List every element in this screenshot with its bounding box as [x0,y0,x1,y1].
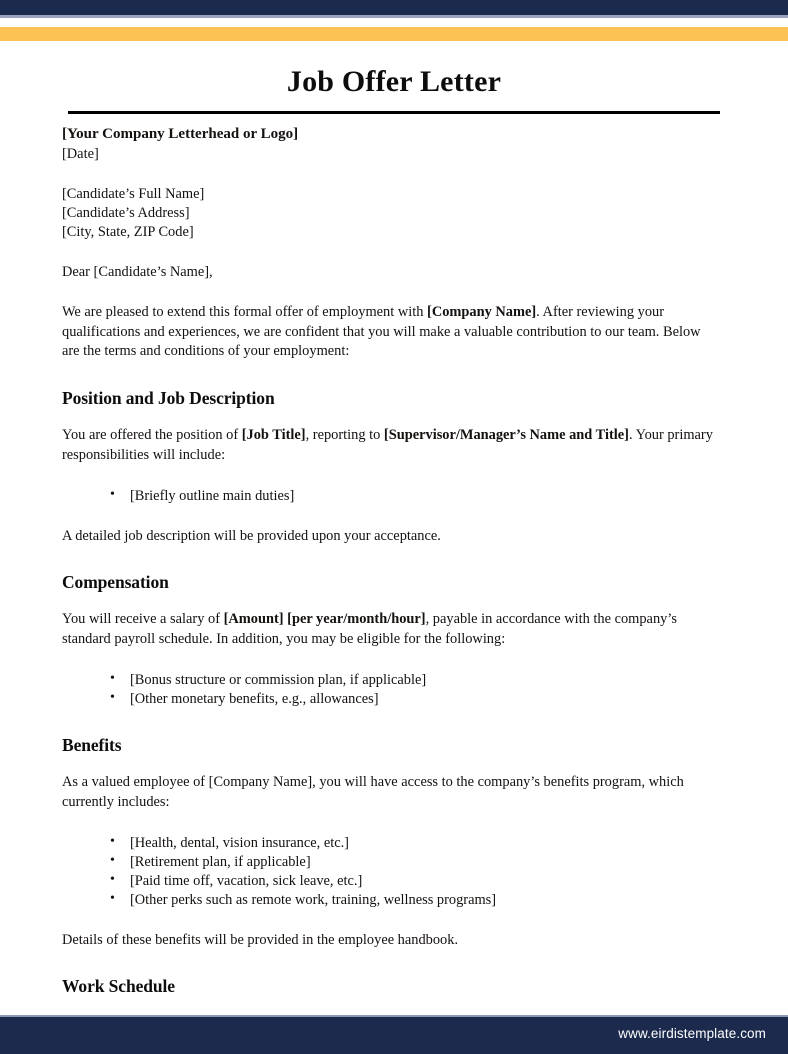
list-item: • [Bonus structure or commission plan, if applicable] [110,671,714,690]
position-text-2: , reporting to [305,427,384,444]
list-item: • [Other perks such as remote work, training, wellness programs] [110,891,714,910]
letterhead-line: [Your Company Letterhead or Logo] [62,126,299,142]
header-hairline [0,15,788,18]
recipient-name: [Candidate’s Full Name] [62,185,205,202]
page-title: Job Offer Letter [286,65,502,98]
section-heading-compensation: Compensation [62,572,169,593]
benefits-closing: Details of these benefits will be provided in the employee handbook. [62,931,459,948]
spacer [62,506,714,527]
compensation-amount: [Amount] [per year/month/hour] [223,611,426,628]
position-closing: A detailed job description will be provided upon your acceptance. [62,527,441,544]
recipient-city-state-zip: [City, State, ZIP Code] [62,223,194,240]
position-supervisor: [Supervisor/Manager’s Name and Title] [383,427,629,444]
intro-text-2: . After reviewing your qualifications and experiences, we are confident that you will make a valuable contribution to our team. Below are the terms and conditions of your employment: [62,303,701,360]
section-heading-position: Position and Job Description [62,388,275,409]
benefits-paragraph: As a valued employee of [Company Name], you will have access to the company’s benefits program, which currently includes: [62,774,684,810]
list-item: • [Retirement plan, if applicable] [110,853,714,872]
list-item: • [Health, dental, vision insurance, etc.] [110,834,714,853]
spacer [62,594,714,610]
spacer [62,709,714,734]
intro-paragraph [62,303,714,362]
list-item: • [Briefly outline main duties] [110,487,714,506]
header-navy-band [0,0,788,15]
document-page [0,41,788,1017]
document-body [0,114,788,1054]
compensation-bullet-list [62,671,714,709]
position-text-1: You are offered the position of [62,427,242,444]
recipient-block [62,185,714,242]
position-text-3: . Your primary responsibilities will include: [62,427,713,463]
compensation-paragraph [62,610,714,649]
recipient-address: [Candidate’s Address] [62,204,190,221]
spacer [62,282,714,303]
compensation-text-2: , payable in accordance with the company’s standard payroll schedule. In addition, you may be eligible for the following: [62,611,677,648]
position-job-title: [Job Title] [241,427,306,444]
section-heading-benefits: Benefits [62,734,122,755]
benefits-bullet-list [62,834,714,910]
spacer [62,757,714,773]
list-item: • [Other monetary benefits, e.g., allowances] [110,690,714,709]
spacer [62,813,714,834]
spacer [62,910,714,931]
position-bullet-list [62,487,714,506]
spacer [62,998,714,1014]
spacer [62,362,714,387]
spacer [62,650,714,671]
section-heading-work-schedule: Work Schedule [62,976,175,997]
list-item: • [Paid time off, vacation, sick leave, etc.] [110,872,714,891]
intro-text-1: We are pleased to extend this formal offer of employment with [62,303,428,320]
spacer [62,950,714,975]
position-paragraph [62,426,714,465]
spacer [62,242,714,263]
intro-company-name: [Company Name] [427,303,537,320]
footer-website-url[interactable]: www.eirdistemplate.com [618,1026,766,1041]
date-line: [Date] [62,145,99,162]
compensation-text-1: You will receive a salary of [62,611,224,628]
salutation: Dear [Candidate’s Name], [62,263,213,280]
spacer [62,546,714,571]
spacer [62,410,714,426]
header-yellow-band [0,27,788,41]
spacer [62,466,714,487]
spacer [62,164,714,185]
